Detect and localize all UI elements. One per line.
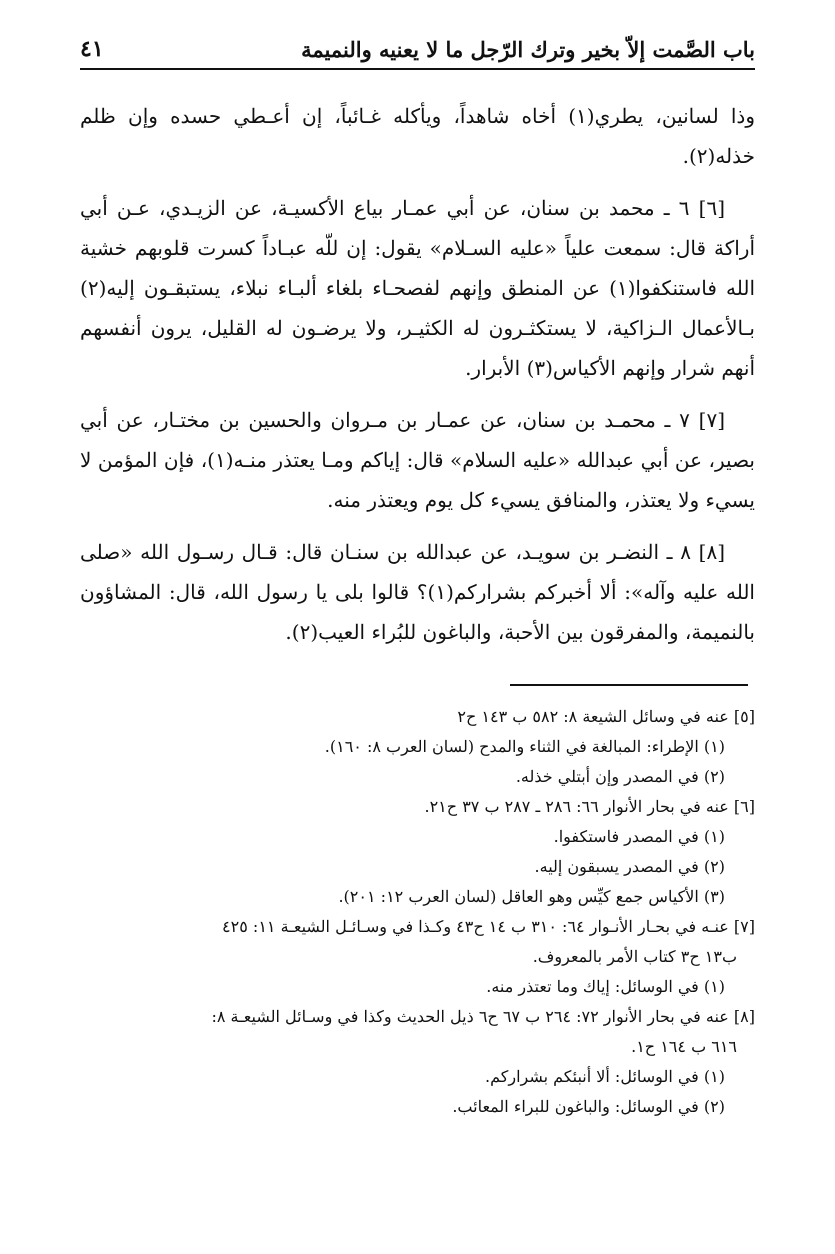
footnote-line: (١) الإطراء: المبالغة في الثناء والمدح (لسان العرب ٨: ١٦٠). xyxy=(324,737,725,756)
chapter-title: باب الصَّمت إلاّ بخير وترك الرّجل ما لا يعنيه والنميمة xyxy=(301,37,755,62)
footnote-line: [٦] عنه في بحار الأنوار ٦٦: ٢٨٦ ـ ٢٨٧ ب ٣٧ ح٢١. xyxy=(424,797,755,816)
footnote-line: ٦١٦ ب ١٦٤ ح١. xyxy=(631,1037,737,1056)
footnote-line: (٣) الأكياس جمع كيِّس وهو العاقل (لسان العرب ١٢: ٢٠١). xyxy=(338,887,725,906)
footnote-line: ب١٣ ح٣ كتاب الأمر بالمعروف. xyxy=(532,947,737,966)
footnote-line: (١) في الوسائل: إياك وما تعتذر منه. xyxy=(486,977,725,996)
paragraph: [٨] ٨ ـ النضـر بن سويـد، عن عبدالله بن سنـان قال: قـال رسـول الله «صلى الله عليه وآله»: ألا أخبركم بشراركم(١)؟ قالوا بلى يا رسول الله، قال: المشاؤون بالنميمة، والمفرقون بين الأحبة، والباغون للبُراء العيب(٢). xyxy=(80,540,755,644)
footnote-line: [٥] عنه في وسائل الشيعة ٨: ٥٨٢ ب ١٤٣ ح٢ xyxy=(457,707,755,726)
footnote-separator xyxy=(510,684,748,686)
paragraph: وذا لسانين، يطري(١) أخاه شاهداً، ويأكله غـائباً، إن أعـطي حسده وإن ظلم خذله(٢). xyxy=(80,104,755,168)
footnote-line: [٨] عنه في بحار الأنوار ٧٢: ٢٦٤ ب ٦٧ ح٦ ذيل الحديث وكذا في وسـائل الشيعـة ٨: xyxy=(211,1007,755,1026)
running-header xyxy=(80,30,755,70)
paragraph: [٧] ٧ ـ محمـد بن سنان، عن عمـار بن مـروان والحسين بن مختـار، عن أبي بصير، عن أبي عبدالله «عليه السلام» قال: إياكم ومـا يعتذر منـه(١)، فإن المؤمن لا يسيء ولا يعتذر، والمنافق يسيء كل يوم ويعتذر منه. xyxy=(80,408,755,512)
footnote-line: (٢) في المصدر يسبقون إليه. xyxy=(534,857,725,876)
footnote-line: (٢) في المصدر وإن أبتلي خذله. xyxy=(515,767,725,786)
footnote-line: [٧] عنـه في بحـار الأنـوار ٦٤: ٣١٠ ب ١٤ ح٤٣ وكـذا في وسـائـل الشيعـة ١١: ٤٢٥ xyxy=(222,917,755,936)
main-text xyxy=(80,96,755,664)
footnote-line: (٢) في الوسائل: والباغون للبراء المعائب. xyxy=(452,1097,725,1116)
footnote-line: (١) في المصدر فاستكفوا. xyxy=(553,827,725,846)
page-number: ٤١ xyxy=(80,36,104,62)
footnote-line: (١) في الوسائل: ألا أنبئكم بشراركم. xyxy=(484,1067,725,1086)
paragraph: [٦] ٦ ـ محمد بن سنان، عن أبي عمـار بياع الأكسيـة، عن الزيـدي، عـن أبي أراكة قال: سمعت علياً «عليه السـلام» يقول: إن للّه عبـاداً كسرت قلوبهم خشية الله فاستنكفوا(١) عن المنطق وإنهم لفصحـاء بلغاء ألبـاء نبلاء، يستبقـون إليه(٢) بـالأعمال الـزاكية، لا يستكثـرون له الكثيـر، ولا يرضـون له القليل، يرون أنفسهم أنهم شرار وإنهم الأكياس(٣) الأبرار. xyxy=(80,196,756,380)
footnotes xyxy=(80,702,755,1122)
